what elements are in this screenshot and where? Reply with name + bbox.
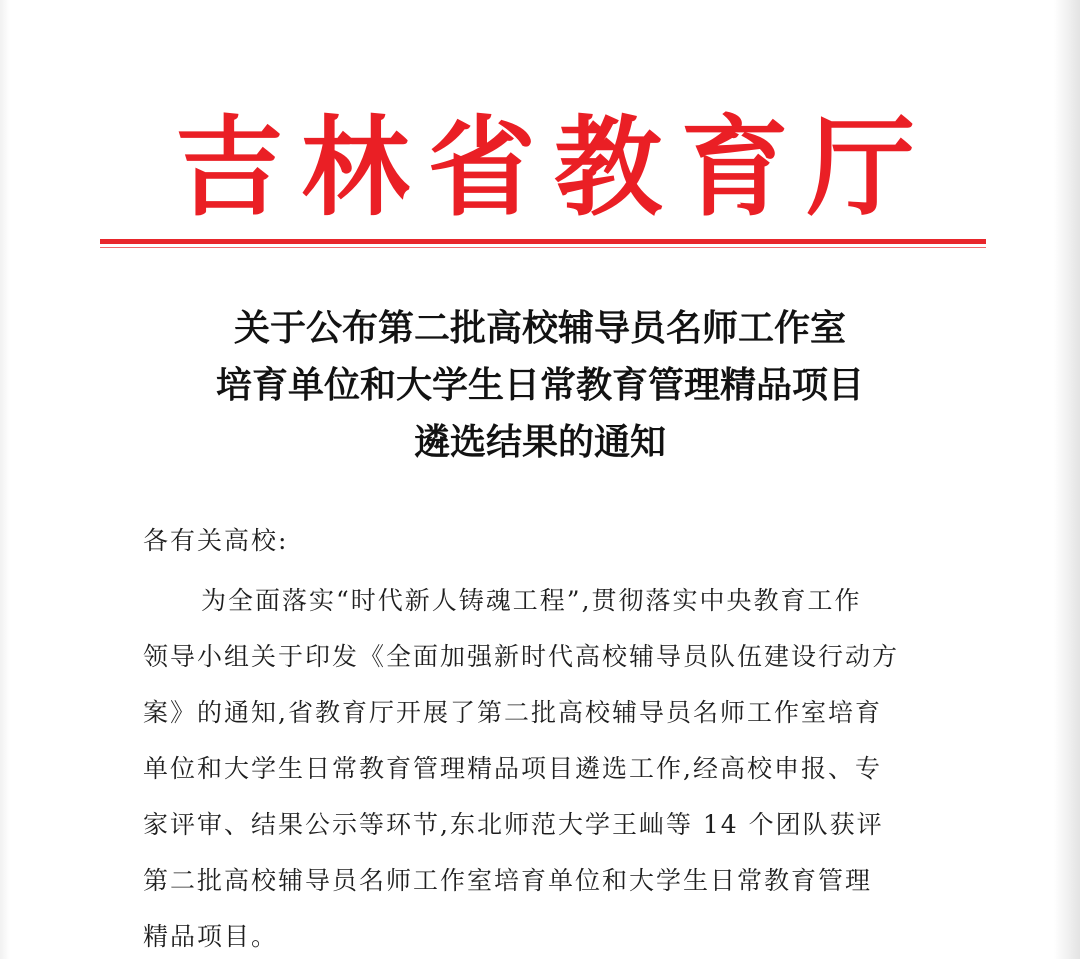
- letterhead-char: 教: [554, 105, 663, 231]
- body-line: 领导小组关于印发《全面加强新时代高校辅导员队伍建设行动方: [143, 642, 900, 671]
- letterhead-char: 林: [301, 105, 410, 231]
- body-line: 案》的通知,省教育厅开展了第二批高校辅导员名师工作室培育: [143, 698, 882, 727]
- notice-title-line: 遴选结果的通知: [413, 422, 666, 463]
- body-line: 家评审、结果公示等环节,东北师范大学王屾等 14 个团队获评: [143, 810, 884, 839]
- page-left-shadow: [0, 0, 10, 959]
- notice-title-line: 培育单位和大学生日常教育管理精品项目: [215, 365, 864, 406]
- letterhead-char: 育: [680, 105, 789, 231]
- notice-title: [110, 300, 970, 471]
- body-line: 为全面落实“时代新人铸魂工程”,贯彻落实中央教育工作: [201, 586, 862, 615]
- body-line: 单位和大学生日常教育管理精品项目遴选工作,经高校申报、专: [143, 754, 882, 783]
- letterhead-char: 厅: [806, 105, 915, 231]
- letterhead-red-rule: [100, 239, 986, 244]
- body-paragraph: [143, 573, 948, 959]
- salutation: 各有关高校:: [143, 526, 289, 555]
- body-line: 精品项目。: [143, 922, 279, 951]
- letterhead-char: 省: [427, 105, 536, 231]
- body-line: 第二批高校辅导员名师工作室培育单位和大学生日常教育管理: [143, 866, 873, 895]
- letterhead-char: 吉: [175, 105, 284, 231]
- page-right-shadow: [1054, 0, 1080, 959]
- letterhead: [175, 104, 915, 232]
- notice-title-line: 关于公布第二批高校辅导员名师工作室: [233, 308, 846, 349]
- letterhead-red-rule-shadow: [100, 247, 986, 248]
